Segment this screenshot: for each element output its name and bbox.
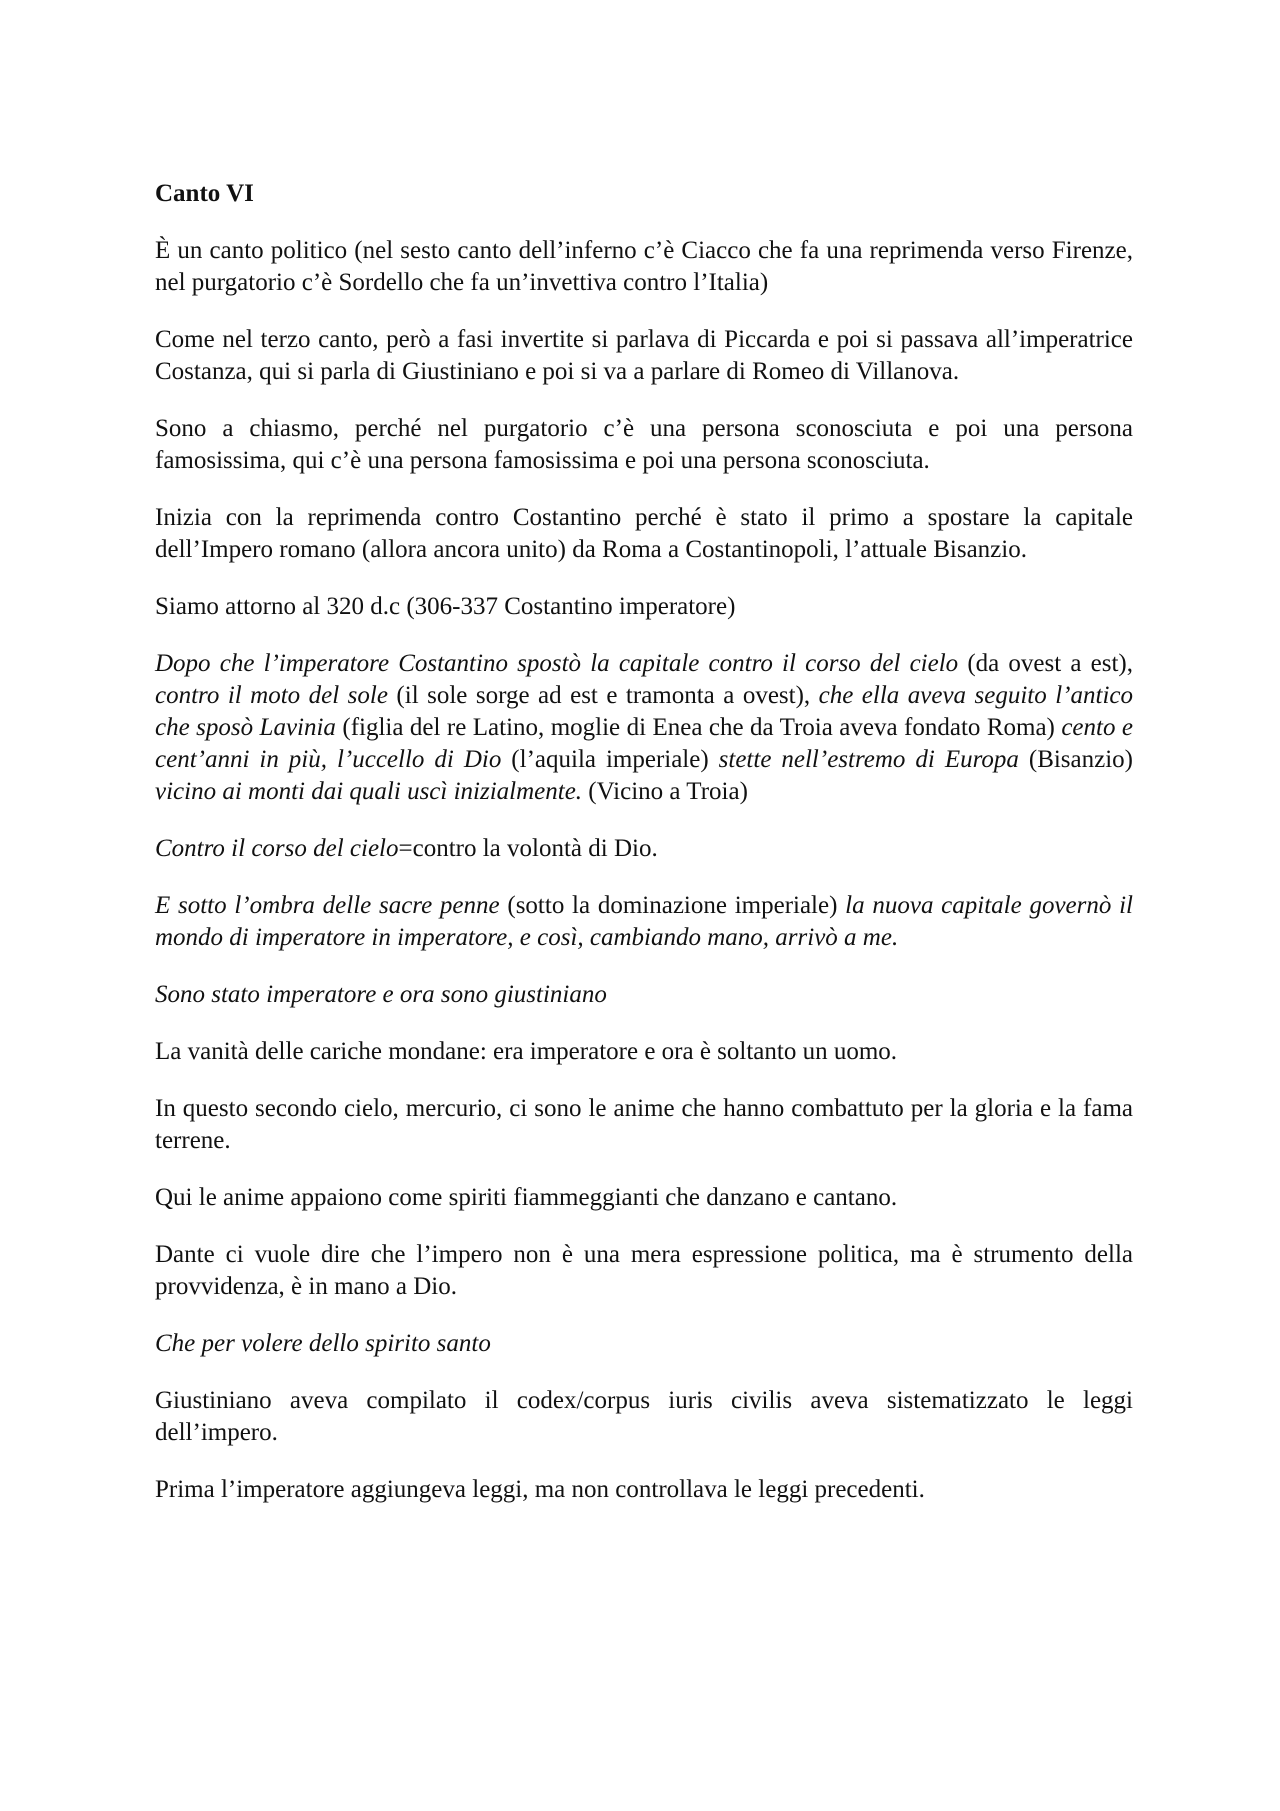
gloss-text: (da ovest a est), [958,650,1133,677]
gloss-text: =contro la volontà di Dio. [398,835,658,862]
paragraph-15: Giustiniano aveva compilato il codex/corpus iuris civilis aveva sistematizzato le leggi dell’impero. [155,1387,1133,1446]
quote-text: Dopo che l’imperatore Costantino spostò la capitale contro il corso del cielo [155,650,959,677]
document-page [155,178,1133,1531]
paragraph-4: Inizia con la reprimenda contro Costantino perché è stato il primo a spostare la capitale dell’Impero romano (allora ancora unito) da Roma a Costantinopoli, l’attuale Bisanzio. [155,504,1133,563]
paragraph-6 [155,648,1133,808]
gloss-text: (Vicino a Troia) [582,778,748,805]
quote-text: E sotto l’ombra delle sacre penne [155,892,500,919]
quote-text: la nuova capitale governò il mondo di imperatore in imperatore, e così, cambiando mano, arrivò a me. [155,892,1134,951]
gloss-text: (Bisanzio) [1018,746,1134,773]
quote-text: cento e cent’anni in più, l’uccello di Dio [155,714,1134,773]
quote-text: Sono stato imperatore e ora sono giustiniano [155,981,607,1008]
paragraph-9 [155,979,1133,1011]
paragraph-2: Come nel terzo canto, però a fasi invertite si parlava di Piccarda e poi si passava all’imperatrice Costanza, qui si parla di Giustiniano e poi si va a parlare di Romeo di Villanova. [155,326,1133,385]
paragraph-16: Prima l’imperatore aggiungeva leggi, ma non controllava le leggi precedenti. [155,1476,925,1503]
gloss-text: (il sole sorge ad est e tramonta a ovest), [387,682,819,709]
page-title: Canto VI [155,180,254,207]
paragraph-3: Sono a chiasmo, perché nel purgatorio c’è una persona sconosciuta e poi una persona famosissima, qui c’è una persona famosissima e poi una persona sconosciuta. [155,415,1133,474]
paragraph-10: La vanità delle cariche mondane: era imperatore e ora è soltanto un uomo. [155,1038,898,1065]
paragraph-8 [155,890,1133,954]
paragraph-14 [155,1328,1133,1360]
paragraph-5: Siamo attorno al 320 d.c (306-337 Costantino imperatore) [155,593,736,620]
paragraph-7 [155,833,1133,865]
quote-text: che ella aveva seguito l’antico che sposò Lavinia [155,682,1133,741]
quote-text: Contro il corso del cielo [155,835,399,862]
paragraph-1: È un canto politico (nel sesto canto dell’inferno c’è Ciacco che fa una reprimenda verso Firenze, nel purgatorio c’è Sordello che fa un’invettiva contro l’Italia) [155,237,1133,296]
paragraph-13: Dante ci vuole dire che l’impero non è una mera espressione politica, ma è strumento della provvidenza, è in mano a Dio. [155,1241,1133,1300]
paragraph-11: In questo secondo cielo, mercurio, ci sono le anime che hanno combattuto per la gloria e la fama terrene. [155,1095,1133,1154]
quote-text: Che per volere dello spirito santo [155,1330,491,1357]
gloss-text: (figlia del re Latino, moglie di Enea che da Troia aveva fondato Roma) [335,714,1062,741]
gloss-text: (sotto la dominazione imperiale) [499,892,846,919]
quote-text: stette nell’estremo di Europa [718,746,1019,773]
paragraph-12: Qui le anime appaiono come spiriti fiammeggianti che danzano e cantano. [155,1184,898,1211]
quote-text: vicino ai monti dai quali uscì inizialmente. [155,778,583,805]
gloss-text: (l’aquila imperiale) [501,746,719,773]
quote-text: contro il moto del sole [155,682,388,709]
